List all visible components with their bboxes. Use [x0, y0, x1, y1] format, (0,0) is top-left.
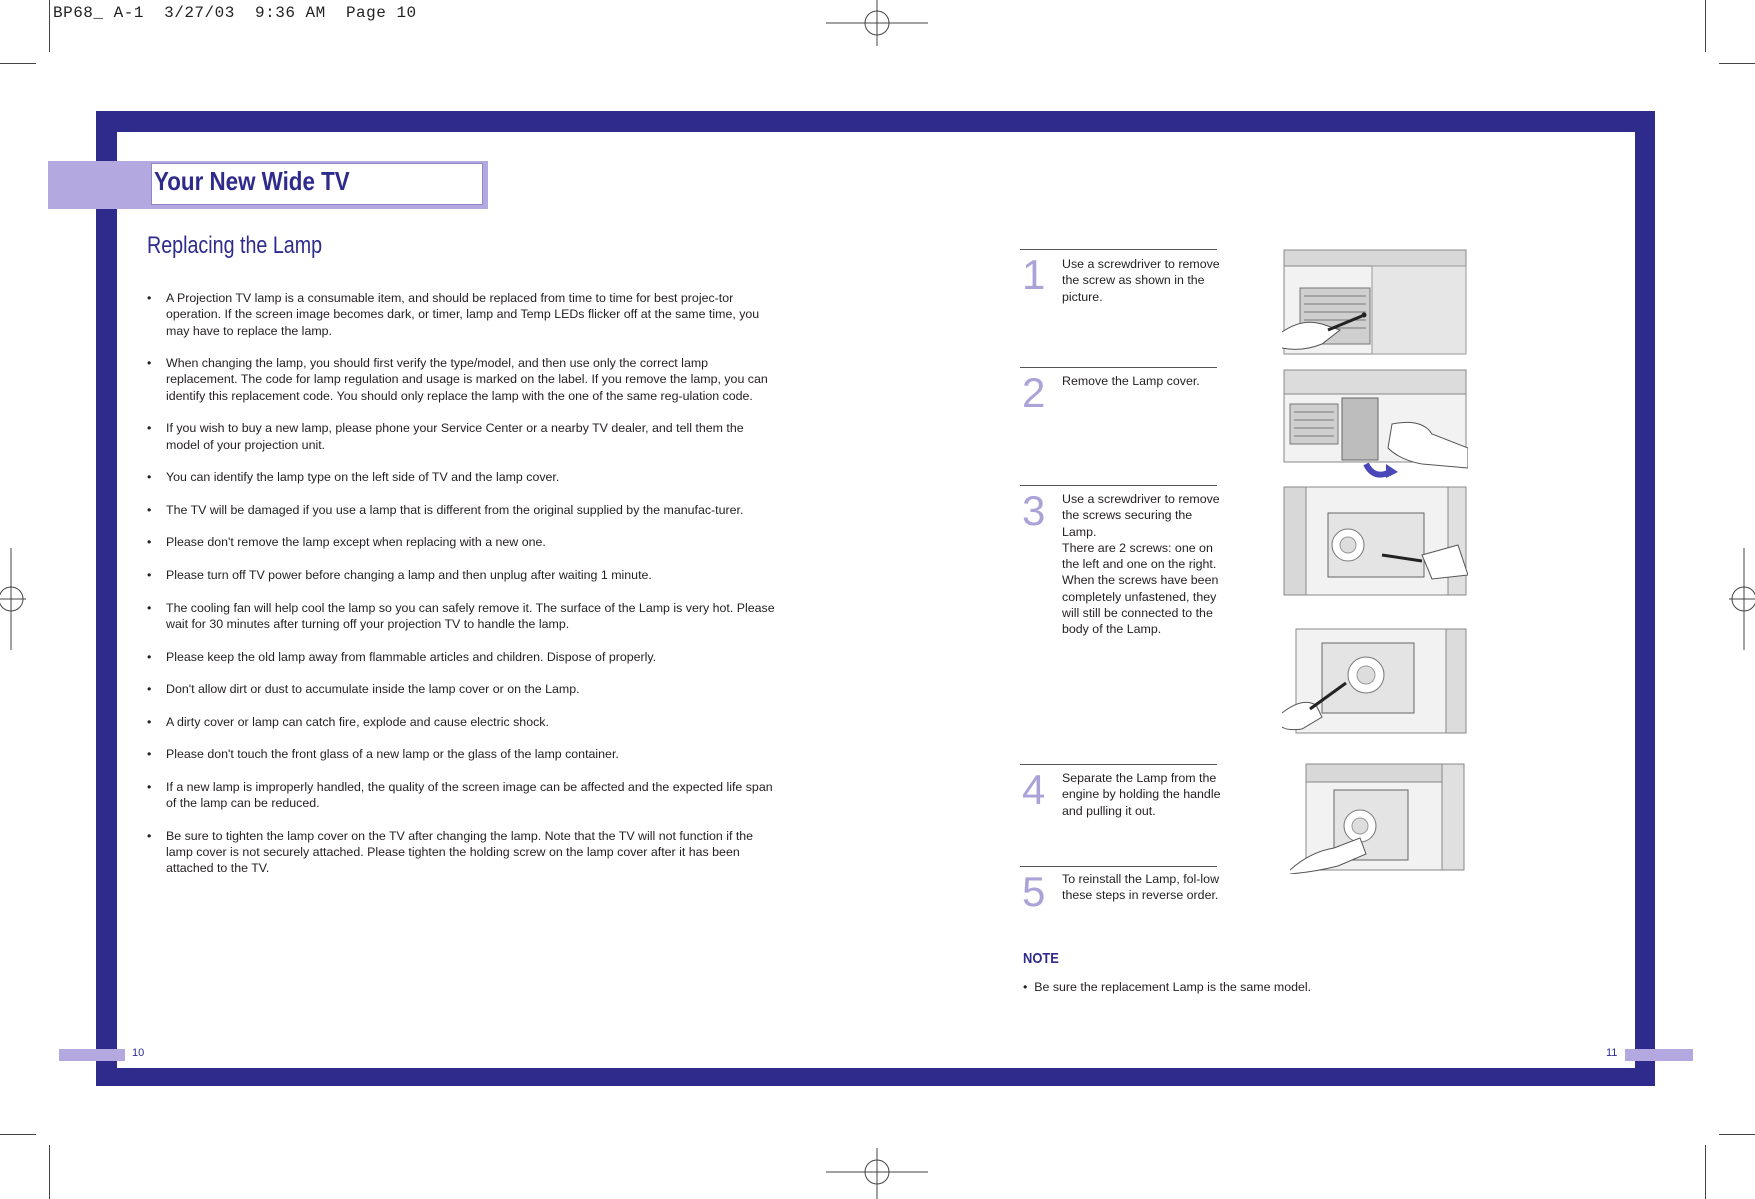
bullet-item: • When changing the lamp, you should first verify the type/model, and then use only the correct lamp replacement. The code for lamp regulation and usage is marked on the label. If you remove the lamp, you can identify this replacement code. You should only replace the lamp with the one of the same reg-ulation code.	[147, 355, 779, 404]
step-divider	[1020, 866, 1217, 867]
crop-mark	[0, 63, 36, 64]
bullet-item: • Please don't remove the lamp except when replacing with a new one.	[147, 534, 779, 550]
bullet-item: • You can identify the lamp type on the left side of TV and the lamp cover.	[147, 469, 779, 485]
page-title: Your New Wide TV	[154, 166, 350, 196]
step-text: Separate the Lamp from the engine by holding the handle and pulling it out.	[1062, 771, 1221, 818]
crop-mark	[1719, 1134, 1755, 1135]
step-number: 4	[1022, 766, 1046, 813]
note-item-text: Be sure the replacement Lamp is the same model.	[1034, 980, 1312, 994]
step-text-extra: There are 2 screws: one on the left and one on the right. When the screws have been completely unfastened, they will still be connected to the body of the Lamp.	[1062, 540, 1219, 637]
step-text	[1062, 491, 1222, 638]
step-divider	[1020, 249, 1217, 250]
crop-mark	[49, 1145, 50, 1199]
bullet-item: • Be sure to tighten the lamp cover on the TV after changing the lamp. Note that the TV will not function if the lamp cover is not securely attached. Please tighten the holding screw on the lamp cover after it has been attached to the TV.	[147, 828, 779, 877]
crop-mark	[1705, 1145, 1706, 1199]
step-number: 3	[1022, 487, 1046, 534]
folio-bar-left	[59, 1049, 125, 1061]
illustration-unfasten-screws	[1282, 627, 1468, 735]
bullet-item: • A Projection TV lamp is a consumable item, and should be replaced from time to time for best projec-tor operation. If the screen image becomes dark, or timer, lamp and Temp LEDs flicker off at the same time, you may have to replace the lamp.	[147, 290, 779, 339]
step-text: Use a screwdriver to remove the screw as shown in the picture.	[1062, 257, 1220, 304]
bullet-list	[147, 290, 779, 893]
section-heading: Replacing the Lamp	[147, 232, 323, 259]
page-number-left: 10	[132, 1047, 145, 1059]
registration-mark-left	[0, 548, 26, 650]
bullet-item: • Don't allow dirt or dust to accumulate inside the lamp cover or on the Lamp.	[147, 681, 779, 697]
bullet-item: • A dirty cover or lamp can catch fire, explode and cause electric shock.	[147, 714, 779, 730]
illustration-remove-lamp-screws	[1282, 485, 1468, 597]
crop-mark	[49, 0, 50, 52]
note-item: • Be sure the replacement Lamp is the same model.	[1023, 980, 1312, 994]
illustration-pull-lamp	[1290, 762, 1466, 874]
step-text-main: Use a screwdriver to remove the screws securing the Lamp.	[1062, 492, 1220, 539]
crop-mark	[1719, 63, 1755, 64]
step-divider	[1020, 764, 1217, 765]
bullet-item: • If a new lamp is improperly handled, the quality of the screen image can be affected and the expected life span of the lamp can be reduced.	[147, 779, 779, 812]
crop-mark	[0, 1134, 36, 1135]
bullet-item: • Please turn off TV power before changing a lamp and then unplug after waiting 1 minute.	[147, 567, 779, 583]
note-title: NOTE	[1023, 950, 1059, 967]
bullet-item: • The TV will be damaged if you use a lamp that is different from the original supplied by the manufac-turer.	[147, 502, 779, 518]
bullet-item: • The cooling fan will help cool the lamp so you can safely remove it. The surface of the Lamp is very hot. Please wait for 30 minutes after turning off your projection TV to handle the lamp.	[147, 600, 779, 633]
step-number: 2	[1022, 369, 1046, 416]
registration-mark-top	[826, 0, 928, 46]
bullet-item: • Please don't touch the front glass of a new lamp or the glass of the lamp container.	[147, 746, 779, 762]
step-text: Remove the Lamp cover.	[1062, 374, 1200, 388]
bullet-item: • Please keep the old lamp away from flammable articles and children. Dispose of properly.	[147, 649, 779, 665]
crop-mark	[1705, 0, 1706, 52]
illustration-remove-screw	[1282, 248, 1468, 356]
registration-mark-right	[1729, 548, 1755, 650]
page-number-right: 11	[1606, 1047, 1618, 1059]
step-text: To reinstall the Lamp, fol-low these steps in reverse order.	[1062, 872, 1220, 903]
registration-mark-bottom	[826, 1148, 928, 1199]
step-number: 1	[1022, 251, 1046, 298]
step-number: 5	[1022, 868, 1046, 915]
step-divider	[1020, 485, 1217, 486]
bullet-item: • If you wish to buy a new lamp, please phone your Service Center or a nearby TV dealer, and tell them the model of your projection unit.	[147, 420, 779, 453]
printer-slug: BP68_ A-1 3/27/03 9:36 AM Page 10	[53, 4, 417, 22]
folio-bar-right	[1625, 1049, 1693, 1061]
illustration-remove-cover	[1282, 368, 1468, 480]
step-divider	[1020, 367, 1217, 368]
